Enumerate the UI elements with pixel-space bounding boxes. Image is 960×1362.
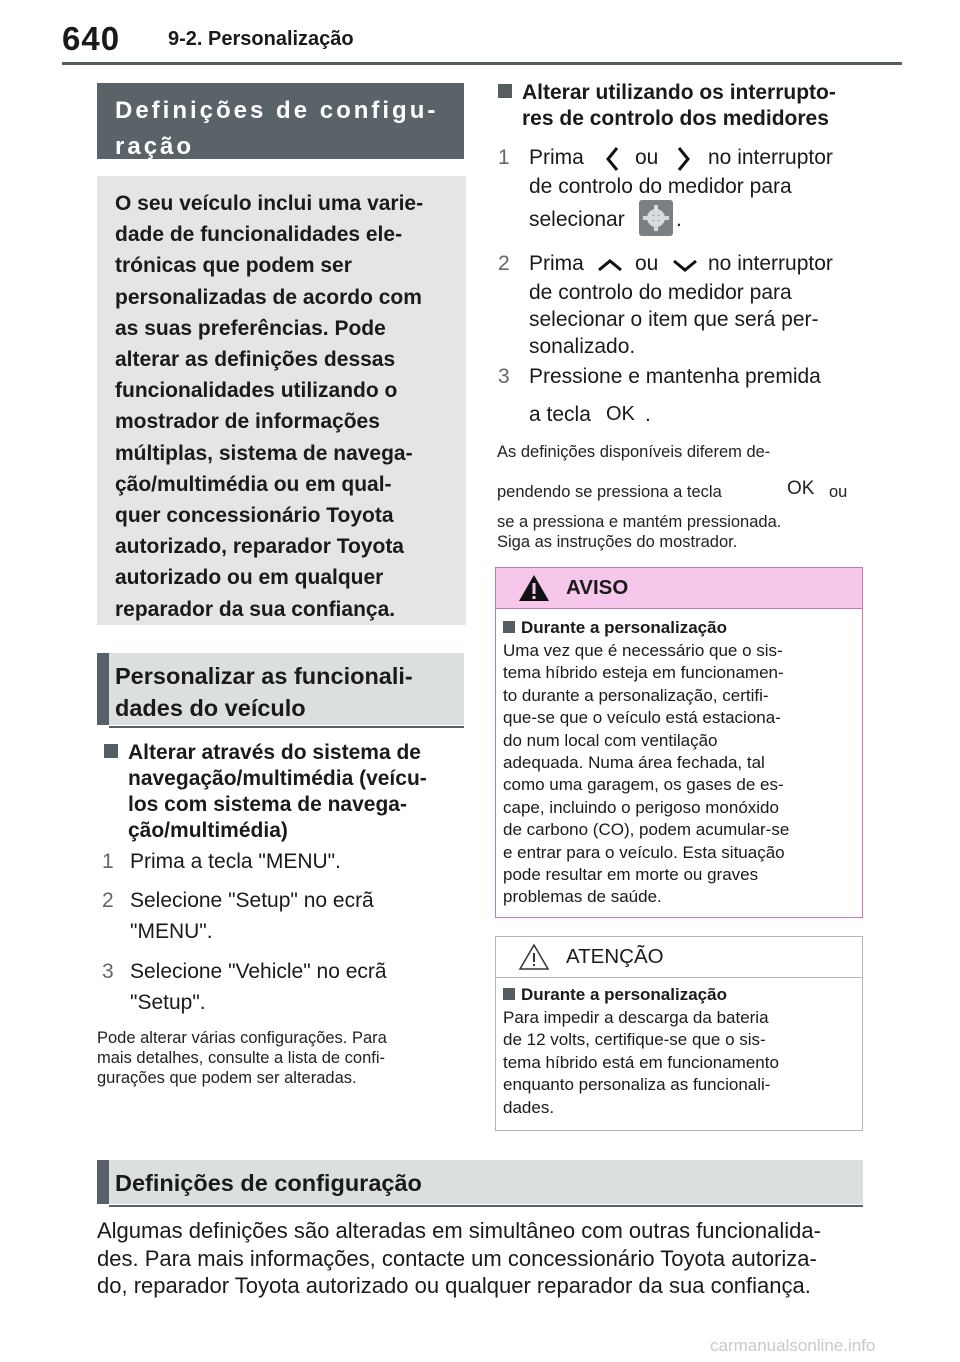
step-text-ou: ou [635, 146, 659, 169]
chevron-right-icon [674, 145, 692, 173]
note-line: Siga as instruções do mostrador. [497, 533, 738, 551]
intro-line: autorizado ou em qualquer [115, 566, 384, 590]
intro-line: trónicas que podem ser [115, 254, 352, 278]
step-text-prima: Prima [529, 146, 584, 169]
warning-triangle-icon [518, 574, 550, 602]
chevron-down-icon [670, 256, 700, 274]
left-step-2 [102, 889, 462, 953]
step-text: "Setup". [130, 991, 206, 1014]
bottom-paragraph [97, 1217, 877, 1300]
note-line: ou [829, 483, 848, 501]
intro-line: alterar as definições dessas [115, 348, 396, 372]
intro-line: múltiplas, sistema de navega- [115, 441, 413, 465]
right-step-3 [498, 365, 868, 435]
intro-line: as suas preferências. Pode [115, 316, 386, 340]
step-text: Pressione e mantenha premida [529, 365, 821, 388]
square-bullet-icon [104, 744, 118, 758]
section-heading-text: Definições de configuração [115, 1170, 422, 1196]
caution-triangle-icon [518, 943, 550, 971]
step-text: selecionar o item que será per- [529, 308, 819, 331]
step-text: sonalizado. [529, 335, 636, 358]
step-text: de controlo do medidor para [529, 175, 792, 198]
step-text: a tecla [529, 403, 591, 426]
section-heading-personalizar [97, 653, 464, 725]
caution-box [495, 936, 863, 1131]
intro-line: mostrador de informações [115, 410, 380, 434]
caution-title: ATENÇÃO [566, 945, 664, 968]
step-text: Selecione "Vehicle" no ecrã [130, 960, 387, 983]
step-text-prima: Prima [529, 252, 584, 275]
ok-key-label: OK [606, 403, 635, 425]
right-note [497, 442, 867, 554]
warning-sub-text: Durante a personalização [521, 618, 727, 637]
caution-header [496, 937, 862, 978]
square-bullet-icon [503, 988, 515, 1000]
step-number: 1 [498, 146, 510, 169]
intro-line: O seu veículo inclui uma varie- [115, 192, 424, 215]
warning-box [495, 567, 863, 918]
step-number: 1 [102, 850, 114, 873]
step-text: "MENU". [130, 920, 213, 943]
sub-heading-line: Alterar através do sistema de [128, 741, 421, 764]
step-number: 2 [102, 889, 114, 912]
sub-heading-line: navegação/multimédia (veícu- [128, 767, 427, 790]
intro-line: autorizado, reparador Toyota [115, 535, 404, 559]
step-text-ou: ou [635, 252, 659, 275]
chevron-left-icon [604, 145, 622, 173]
watermark: carmanualsonline.info [710, 1336, 876, 1355]
left-step-3 [102, 960, 462, 1024]
intro-box [97, 176, 466, 625]
step-number: 2 [498, 252, 510, 275]
page-number: 640 [62, 20, 121, 57]
warning-sub-heading [503, 618, 727, 638]
section-heading-line: Personalizar as funcionali- [115, 663, 413, 689]
left-note [97, 1028, 467, 1088]
sub-heading-line: Alterar utilizando os interrupto- [522, 81, 836, 104]
intro-line: quer concessionário Toyota [115, 504, 394, 528]
step-text: Selecione "Setup" no ecrã [130, 889, 374, 912]
section-heading-definicoes [97, 1160, 863, 1204]
section-heading-line: dades do veículo [115, 695, 306, 721]
header-rule [62, 62, 902, 65]
ok-key-label: OK [787, 478, 815, 499]
sub-heading-navigation [104, 740, 464, 844]
config-title-line-1: Definições de configu- [115, 97, 439, 124]
warning-title: AVISO [566, 576, 629, 599]
left-step-1 [102, 850, 462, 880]
caution-sub-heading [503, 985, 727, 1005]
square-bullet-icon [498, 84, 512, 98]
intro-line: funcionalidades utilizando o [115, 379, 398, 403]
note-line: Pode alterar várias configurações. Para [97, 1029, 387, 1047]
sub-heading-line: los com sistema de navega- [128, 793, 407, 816]
note-line: pendendo se pressiona a tecla [497, 483, 722, 501]
sub-heading-meter-switches [498, 80, 863, 132]
paragraph-line: do, reparador Toyota autorizado ou qualquer reparador da sua confiança. [97, 1273, 811, 1298]
note-line: mais detalhes, consulte a lista de confi- [97, 1049, 385, 1067]
note-line: As definições disponíveis diferem de- [497, 443, 771, 461]
step-text: . [645, 403, 651, 426]
intro-line: personalizadas de acordo com [115, 285, 422, 309]
chevron-up-icon [595, 256, 625, 274]
paragraph-line: Algumas definições são alteradas em simultâneo com outras funcionalida- [97, 1218, 821, 1243]
step-text: . [676, 208, 682, 231]
step-text: de controlo do medidor para [529, 281, 792, 304]
section-title: 9-2. Personalização [168, 28, 354, 50]
caution-sub-text: Durante a personalização [521, 985, 727, 1004]
step-text: selecionar [529, 208, 625, 231]
sub-heading-line: ção/multimédia) [128, 819, 288, 842]
config-title-box [97, 83, 464, 159]
caution-body: Para impedir a descarga da bateria de 12 volts, certifique-se que o sis- tema híbrido está em funcionamento enquanto personaliza as funcionali- dades. [503, 1008, 779, 1117]
settings-gear-icon [639, 200, 673, 236]
right-step-1 [498, 145, 868, 245]
warning-header [496, 568, 862, 609]
right-step-2 [498, 252, 868, 362]
step-text: no interruptor [708, 146, 833, 169]
paragraph-line: des. Para mais informações, contacte um concessionário Toyota autoriza- [97, 1245, 817, 1271]
step-text: Prima a tecla "MENU". [130, 850, 341, 873]
intro-line: reparador da sua confiança. [115, 597, 396, 621]
note-line: gurações que podem ser alteradas. [97, 1069, 357, 1087]
step-number: 3 [102, 960, 114, 983]
step-number: 3 [498, 365, 510, 388]
step-text: no interruptor [708, 252, 833, 275]
config-title-line-2: ração [115, 133, 195, 160]
intro-line: dade de funcionalidades ele- [115, 223, 403, 247]
sub-heading-line: res de controlo dos medidores [522, 107, 829, 130]
note-line: se a pressiona e mantém pressionada. [497, 513, 782, 531]
square-bullet-icon [503, 621, 515, 633]
warning-body: Uma vez que é necessário que o sis- tema híbrido esteja em funcionamen- to durante a personalização, certifi- que-se que o veículo está estaciona- do num local com ventilação adequada. Numa área fechada, tal como uma garagem, os gases de es- cape, incluindo o perigoso monóxido de carbono (CO), podem acumular-se e entrar para o veículo. Esta situação pode resultar em morte ou graves problemas de saúde. [503, 641, 790, 907]
intro-line: ção/multimédia ou em qual- [115, 472, 392, 496]
